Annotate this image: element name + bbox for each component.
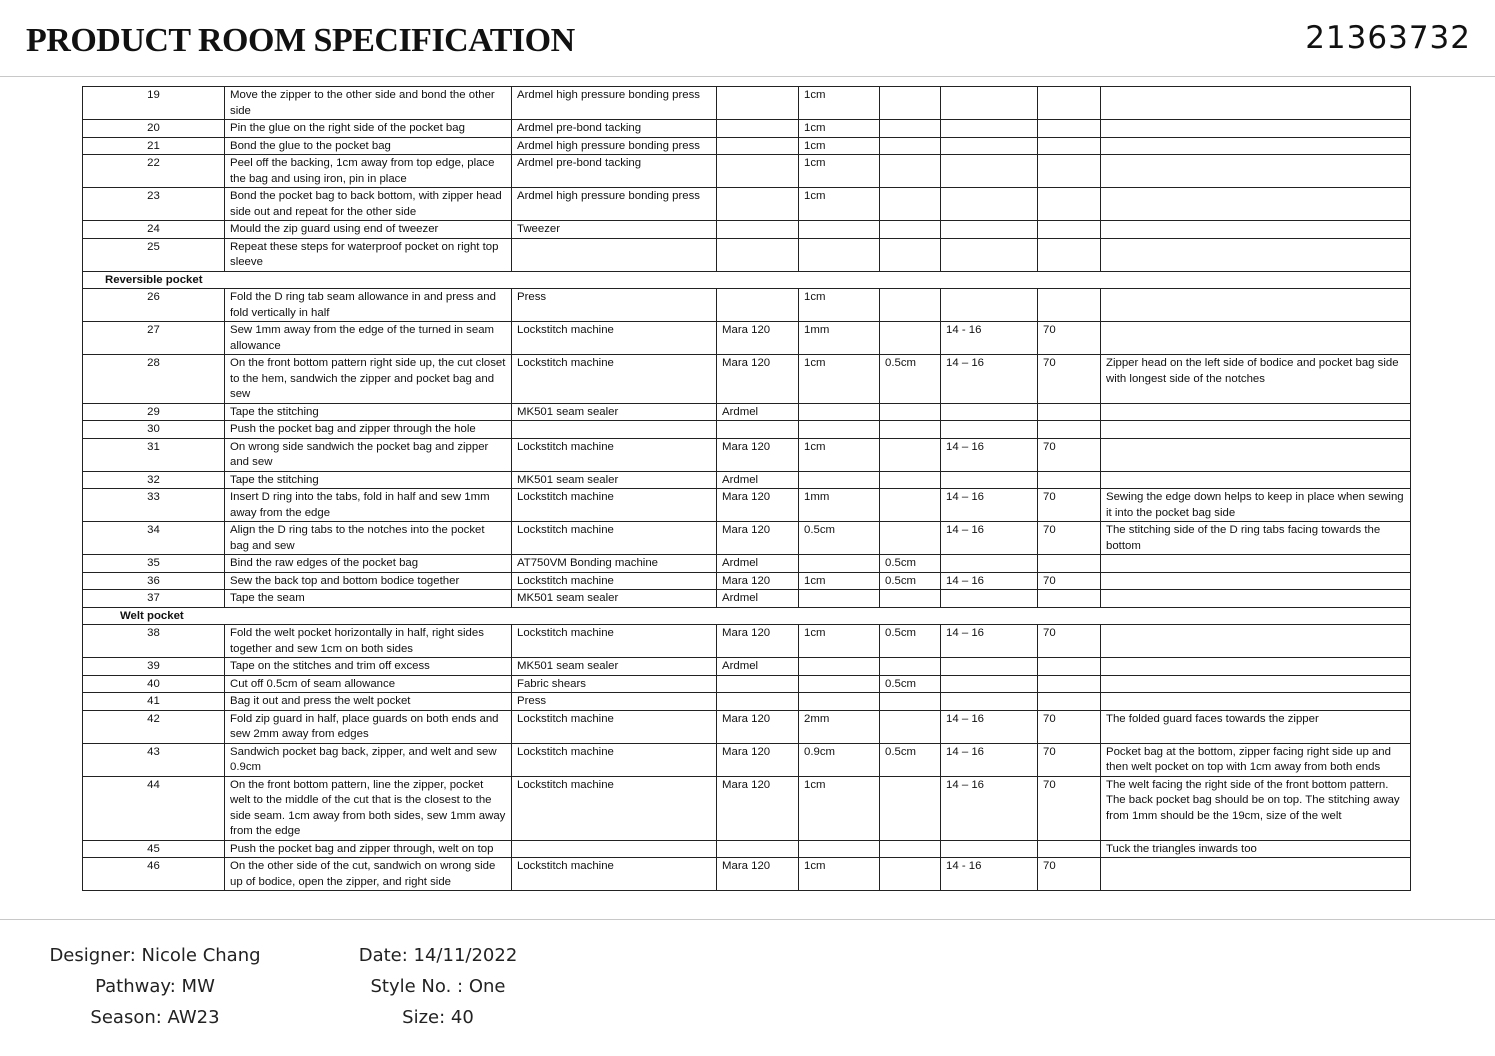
needle-size-cell: 14 – 16 <box>941 438 1038 471</box>
spi-cell: 70 <box>1038 710 1101 743</box>
needle-size-cell <box>941 840 1038 858</box>
notes-cell <box>1101 403 1411 421</box>
material-cell: Ardmel <box>717 590 799 608</box>
material-cell: Ardmel <box>717 555 799 573</box>
step-number-cell: 30 <box>83 421 225 439</box>
machine-cell: Ardmel high pressure bonding press <box>512 188 717 221</box>
operation-cell: Tape the seam <box>225 590 512 608</box>
step-number-cell: 23 <box>83 188 225 221</box>
notes-cell <box>1101 120 1411 138</box>
needle-size-cell <box>941 658 1038 676</box>
material-cell: Mara 120 <box>717 355 799 404</box>
table-row <box>83 137 1411 155</box>
operation-cell: On the front bottom pattern right side up, the cut closet to the hem, sandwich the zipper and pocket bag and sew <box>225 355 512 404</box>
section-header-row <box>83 271 1411 289</box>
needle-size-cell: 14 – 16 <box>941 522 1038 555</box>
needle-size-cell <box>941 221 1038 239</box>
spi-cell: 70 <box>1038 438 1101 471</box>
notes-cell <box>1101 555 1411 573</box>
operation-cell: Fold the welt pocket horizontally in half, right sides together and sew 1cm on both sides <box>225 625 512 658</box>
material-cell <box>717 840 799 858</box>
step-number-cell: 40 <box>83 675 225 693</box>
seam-allowance-cell: 1cm <box>799 858 880 891</box>
seam-allowance-cell <box>799 658 880 676</box>
table-row <box>83 289 1411 322</box>
material-cell: Ardmel <box>717 403 799 421</box>
table-row <box>83 421 1411 439</box>
spi-cell <box>1038 555 1101 573</box>
needle-size-cell <box>941 137 1038 155</box>
operation-cell: Bond the pocket bag to back bottom, with zipper head side out and repeat for the other side <box>225 188 512 221</box>
notes-cell <box>1101 693 1411 711</box>
table-row <box>83 590 1411 608</box>
binding-cell: 0.5cm <box>880 675 941 693</box>
spi-cell <box>1038 155 1101 188</box>
material-cell <box>717 155 799 188</box>
seam-allowance-cell <box>799 590 880 608</box>
seam-allowance-cell: 0.9cm <box>799 743 880 776</box>
binding-cell <box>880 590 941 608</box>
step-number-cell: 39 <box>83 658 225 676</box>
machine-cell: Lockstitch machine <box>512 522 717 555</box>
step-number-cell: 44 <box>83 776 225 840</box>
spi-cell <box>1038 471 1101 489</box>
seam-allowance-cell: 1cm <box>799 289 880 322</box>
seam-allowance-cell: 1mm <box>799 322 880 355</box>
binding-cell <box>880 120 941 138</box>
needle-size-cell: 14 – 16 <box>941 489 1038 522</box>
spi-cell: 70 <box>1038 522 1101 555</box>
pathway: Pathway: MW <box>95 976 215 997</box>
machine-cell: Lockstitch machine <box>512 489 717 522</box>
operation-cell: Align the D ring tabs to the notches into the pocket bag and sew <box>225 522 512 555</box>
notes-cell <box>1101 188 1411 221</box>
operation-cell: Push the pocket bag and zipper through, welt on top <box>225 840 512 858</box>
operation-cell: Insert D ring into the tabs, fold in half and sew 1mm away from the edge <box>225 489 512 522</box>
page-title: PRODUCT ROOM SPECIFICATION <box>26 22 575 59</box>
binding-cell: 0.5cm <box>880 355 941 404</box>
binding-cell <box>880 221 941 239</box>
machine-cell: Lockstitch machine <box>512 858 717 891</box>
needle-size-cell: 14 - 16 <box>941 858 1038 891</box>
step-number-cell: 29 <box>83 403 225 421</box>
material-cell <box>717 675 799 693</box>
machine-cell: Lockstitch machine <box>512 438 717 471</box>
spi-cell: 70 <box>1038 776 1101 840</box>
spi-cell <box>1038 238 1101 271</box>
binding-cell <box>880 137 941 155</box>
needle-size-cell <box>941 403 1038 421</box>
seam-allowance-cell: 1cm <box>799 188 880 221</box>
step-number-cell: 24 <box>83 221 225 239</box>
machine-cell <box>512 421 717 439</box>
step-number-cell: 45 <box>83 840 225 858</box>
table-row <box>83 322 1411 355</box>
machine-cell: Lockstitch machine <box>512 776 717 840</box>
step-number-cell: 26 <box>83 289 225 322</box>
machine-cell: MK501 seam sealer <box>512 403 717 421</box>
machine-cell: Press <box>512 693 717 711</box>
binding-cell: 0.5cm <box>880 625 941 658</box>
operation-cell: Move the zipper to the other side and bond the other side <box>225 87 512 120</box>
table-row <box>83 403 1411 421</box>
seam-allowance-cell <box>799 675 880 693</box>
table-row <box>83 658 1411 676</box>
binding-cell <box>880 858 941 891</box>
spi-cell <box>1038 221 1101 239</box>
seam-allowance-cell: 2mm <box>799 710 880 743</box>
footer-divider <box>0 919 1495 920</box>
binding-cell <box>880 658 941 676</box>
spi-cell <box>1038 840 1101 858</box>
operation-cell: Fold the D ring tab seam allowance in and press and fold vertically in half <box>225 289 512 322</box>
notes-cell: The folded guard faces towards the zipper <box>1101 710 1411 743</box>
material-cell <box>717 289 799 322</box>
spec-table <box>82 86 1411 891</box>
seam-allowance-cell: 1mm <box>799 489 880 522</box>
binding-cell <box>880 188 941 221</box>
table-row <box>83 743 1411 776</box>
designer-name: Designer: Nicole Chang <box>49 945 261 966</box>
notes-cell <box>1101 289 1411 322</box>
machine-cell: Lockstitch machine <box>512 355 717 404</box>
step-number-cell: 37 <box>83 590 225 608</box>
spi-cell <box>1038 590 1101 608</box>
operation-cell: Tape the stitching <box>225 471 512 489</box>
spi-cell <box>1038 137 1101 155</box>
seam-allowance-cell <box>799 403 880 421</box>
table-row <box>83 522 1411 555</box>
notes-cell: The stitching side of the D ring tabs facing towards the bottom <box>1101 522 1411 555</box>
spi-cell <box>1038 120 1101 138</box>
table-row <box>83 188 1411 221</box>
needle-size-cell <box>941 693 1038 711</box>
step-number-cell: 19 <box>83 87 225 120</box>
table-row <box>83 87 1411 120</box>
material-cell <box>717 221 799 239</box>
binding-cell <box>880 522 941 555</box>
seam-allowance-cell: 0.5cm <box>799 522 880 555</box>
notes-cell <box>1101 572 1411 590</box>
notes-cell <box>1101 421 1411 439</box>
operation-cell: On the other side of the cut, sandwich on wrong side up of bodice, open the zipper, and right side <box>225 858 512 891</box>
material-cell: Mara 120 <box>717 522 799 555</box>
machine-cell: MK501 seam sealer <box>512 471 717 489</box>
table-row <box>83 238 1411 271</box>
season: Season: AW23 <box>90 1007 220 1028</box>
spec-table-body <box>83 87 1411 891</box>
material-cell: Ardmel <box>717 471 799 489</box>
needle-size-cell: 14 – 16 <box>941 572 1038 590</box>
seam-allowance-cell: 1cm <box>799 120 880 138</box>
notes-cell: Pocket bag at the bottom, zipper facing right side up and then welt pocket on top with 1cm away from both ends <box>1101 743 1411 776</box>
notes-cell <box>1101 858 1411 891</box>
operation-cell: Tape on the stitches and trim off excess <box>225 658 512 676</box>
binding-cell <box>880 87 941 120</box>
notes-cell <box>1101 238 1411 271</box>
needle-size-cell <box>941 238 1038 271</box>
binding-cell: 0.5cm <box>880 555 941 573</box>
notes-cell: Tuck the triangles inwards too <box>1101 840 1411 858</box>
binding-cell <box>880 403 941 421</box>
date: Date: 14/11/2022 <box>358 945 518 966</box>
needle-size-cell: 14 - 16 <box>941 322 1038 355</box>
binding-cell <box>880 438 941 471</box>
machine-cell: Lockstitch machine <box>512 572 717 590</box>
needle-size-cell <box>941 87 1038 120</box>
spi-cell: 70 <box>1038 489 1101 522</box>
needle-size-cell: 14 – 16 <box>941 776 1038 840</box>
needle-size-cell <box>941 675 1038 693</box>
step-number-cell: 43 <box>83 743 225 776</box>
notes-cell <box>1101 658 1411 676</box>
binding-cell <box>880 155 941 188</box>
machine-cell: Lockstitch machine <box>512 710 717 743</box>
step-number-cell: 42 <box>83 710 225 743</box>
machine-cell <box>512 238 717 271</box>
operation-cell: Bag it out and press the welt pocket <box>225 693 512 711</box>
spi-cell: 70 <box>1038 743 1101 776</box>
machine-cell: Lockstitch machine <box>512 625 717 658</box>
binding-cell <box>880 322 941 355</box>
step-number-cell: 27 <box>83 322 225 355</box>
seam-allowance-cell <box>799 421 880 439</box>
machine-cell: MK501 seam sealer <box>512 590 717 608</box>
step-number-cell: 28 <box>83 355 225 404</box>
notes-cell: The welt facing the right side of the front bottom pattern. The back pocket bag should be on top. The stitching away from 1mm should be the 19cm, size of the welt <box>1101 776 1411 840</box>
footer-style-block <box>322 940 554 1033</box>
seam-allowance-cell: 1cm <box>799 625 880 658</box>
operation-cell: Push the pocket bag and zipper through the hole <box>225 421 512 439</box>
section-title: Reversible pocket <box>83 271 1411 289</box>
operation-cell: On wrong side sandwich the pocket bag and zipper and sew <box>225 438 512 471</box>
needle-size-cell: 14 – 16 <box>941 710 1038 743</box>
needle-size-cell <box>941 188 1038 221</box>
binding-cell <box>880 693 941 711</box>
machine-cell: Ardmel pre-bond tacking <box>512 120 717 138</box>
binding-cell <box>880 471 941 489</box>
spi-cell <box>1038 658 1101 676</box>
material-cell <box>717 421 799 439</box>
seam-allowance-cell <box>799 555 880 573</box>
seam-allowance-cell: 1cm <box>799 572 880 590</box>
step-number-cell: 32 <box>83 471 225 489</box>
notes-cell <box>1101 137 1411 155</box>
operation-cell: Tape the stitching <box>225 403 512 421</box>
machine-cell: Ardmel pre-bond tacking <box>512 155 717 188</box>
step-number-cell: 31 <box>83 438 225 471</box>
operation-cell: Peel off the backing, 1cm away from top edge, place the bag and using iron, pin in place <box>225 155 512 188</box>
notes-cell: Zipper head on the left side of bodice and pocket bag side with longest side of the notches <box>1101 355 1411 404</box>
table-row <box>83 438 1411 471</box>
machine-cell: MK501 seam sealer <box>512 658 717 676</box>
material-cell: Mara 120 <box>717 438 799 471</box>
section-title: Welt pocket <box>83 607 1411 625</box>
operation-cell: Pin the glue on the right side of the pocket bag <box>225 120 512 138</box>
footer-designer-block <box>20 940 290 1033</box>
seam-allowance-cell <box>799 238 880 271</box>
needle-size-cell <box>941 120 1038 138</box>
operation-cell: Cut off 0.5cm of seam allowance <box>225 675 512 693</box>
needle-size-cell <box>941 590 1038 608</box>
seam-allowance-cell <box>799 221 880 239</box>
seam-allowance-cell <box>799 840 880 858</box>
material-cell: Mara 120 <box>717 776 799 840</box>
binding-cell <box>880 289 941 322</box>
spi-cell <box>1038 87 1101 120</box>
notes-cell <box>1101 625 1411 658</box>
table-row <box>83 675 1411 693</box>
machine-cell: Fabric shears <box>512 675 717 693</box>
seam-allowance-cell: 1cm <box>799 137 880 155</box>
material-cell <box>717 238 799 271</box>
operation-cell: Repeat these steps for waterproof pocket on right top sleeve <box>225 238 512 271</box>
table-row <box>83 625 1411 658</box>
spi-cell <box>1038 421 1101 439</box>
spi-cell: 70 <box>1038 625 1101 658</box>
spi-cell: 70 <box>1038 572 1101 590</box>
table-row <box>83 555 1411 573</box>
table-row <box>83 840 1411 858</box>
binding-cell <box>880 421 941 439</box>
needle-size-cell <box>941 421 1038 439</box>
size: Size: 40 <box>402 1007 474 1028</box>
needle-size-cell <box>941 289 1038 322</box>
operation-cell: Fold zip guard in half, place guards on both ends and sew 2mm away from edges <box>225 710 512 743</box>
notes-cell <box>1101 675 1411 693</box>
operation-cell: Sew the back top and bottom bodice together <box>225 572 512 590</box>
material-cell: Mara 120 <box>717 322 799 355</box>
notes-cell <box>1101 322 1411 355</box>
seam-allowance-cell: 1cm <box>799 776 880 840</box>
header-divider <box>0 76 1495 77</box>
table-row <box>83 776 1411 840</box>
material-cell: Mara 120 <box>717 858 799 891</box>
spi-cell <box>1038 675 1101 693</box>
step-number-cell: 46 <box>83 858 225 891</box>
document-number: 21363732 <box>1305 20 1471 56</box>
notes-cell <box>1101 471 1411 489</box>
table-row <box>83 710 1411 743</box>
notes-cell <box>1101 87 1411 120</box>
notes-cell <box>1101 221 1411 239</box>
spi-cell: 70 <box>1038 322 1101 355</box>
table-row <box>83 155 1411 188</box>
machine-cell <box>512 840 717 858</box>
needle-size-cell <box>941 155 1038 188</box>
binding-cell: 0.5cm <box>880 743 941 776</box>
needle-size-cell <box>941 471 1038 489</box>
material-cell <box>717 87 799 120</box>
operation-cell: Sandwich pocket bag back, zipper, and welt and sew 0.9cm <box>225 743 512 776</box>
seam-allowance-cell <box>799 693 880 711</box>
material-cell <box>717 137 799 155</box>
material-cell <box>717 693 799 711</box>
table-row <box>83 221 1411 239</box>
machine-cell: Ardmel high pressure bonding press <box>512 137 717 155</box>
step-number-cell: 36 <box>83 572 225 590</box>
step-number-cell: 33 <box>83 489 225 522</box>
table-row <box>83 572 1411 590</box>
operation-cell: Sew 1mm away from the edge of the turned in seam allowance <box>225 322 512 355</box>
step-number-cell: 35 <box>83 555 225 573</box>
table-row <box>83 693 1411 711</box>
seam-allowance-cell: 1cm <box>799 155 880 188</box>
machine-cell: Lockstitch machine <box>512 322 717 355</box>
binding-cell <box>880 840 941 858</box>
operation-cell: Bind the raw edges of the pocket bag <box>225 555 512 573</box>
operation-cell: Bond the glue to the pocket bag <box>225 137 512 155</box>
material-cell <box>717 120 799 138</box>
step-number-cell: 41 <box>83 693 225 711</box>
section-header-row <box>83 607 1411 625</box>
needle-size-cell: 14 – 16 <box>941 625 1038 658</box>
machine-cell: Ardmel high pressure bonding press <box>512 87 717 120</box>
operation-cell: Mould the zip guard using end of tweezer <box>225 221 512 239</box>
material-cell <box>717 188 799 221</box>
needle-size-cell <box>941 555 1038 573</box>
table-row <box>83 120 1411 138</box>
seam-allowance-cell: 1cm <box>799 438 880 471</box>
machine-cell: Tweezer <box>512 221 717 239</box>
needle-size-cell: 14 – 16 <box>941 355 1038 404</box>
spi-cell: 70 <box>1038 858 1101 891</box>
step-number-cell: 20 <box>83 120 225 138</box>
spi-cell: 70 <box>1038 355 1101 404</box>
notes-cell <box>1101 155 1411 188</box>
material-cell: Mara 120 <box>717 710 799 743</box>
table-row <box>83 471 1411 489</box>
spi-cell <box>1038 188 1101 221</box>
table-row <box>83 355 1411 404</box>
notes-cell <box>1101 438 1411 471</box>
material-cell: Mara 120 <box>717 743 799 776</box>
seam-allowance-cell: 1cm <box>799 355 880 404</box>
binding-cell <box>880 238 941 271</box>
spi-cell <box>1038 403 1101 421</box>
needle-size-cell: 14 – 16 <box>941 743 1038 776</box>
seam-allowance-cell: 1cm <box>799 87 880 120</box>
material-cell: Mara 120 <box>717 625 799 658</box>
seam-allowance-cell <box>799 471 880 489</box>
material-cell: Ardmel <box>717 658 799 676</box>
notes-cell <box>1101 590 1411 608</box>
step-number-cell: 34 <box>83 522 225 555</box>
spi-cell <box>1038 289 1101 322</box>
machine-cell: Lockstitch machine <box>512 743 717 776</box>
machine-cell: AT750VM Bonding machine <box>512 555 717 573</box>
table-row <box>83 858 1411 891</box>
material-cell: Mara 120 <box>717 489 799 522</box>
binding-cell <box>880 776 941 840</box>
material-cell: Mara 120 <box>717 572 799 590</box>
step-number-cell: 25 <box>83 238 225 271</box>
notes-cell: Sewing the edge down helps to keep in place when sewing it into the pocket bag side <box>1101 489 1411 522</box>
binding-cell <box>880 489 941 522</box>
binding-cell <box>880 710 941 743</box>
binding-cell: 0.5cm <box>880 572 941 590</box>
step-number-cell: 38 <box>83 625 225 658</box>
style-number: Style No. : One <box>370 976 506 997</box>
step-number-cell: 21 <box>83 137 225 155</box>
step-number-cell: 22 <box>83 155 225 188</box>
machine-cell: Press <box>512 289 717 322</box>
operation-cell: On the front bottom pattern, line the zipper, pocket welt to the middle of the cut that is the closest to the side seam. 1cm away from both sides, sew 1mm away from the edge <box>225 776 512 840</box>
table-row <box>83 489 1411 522</box>
spi-cell <box>1038 693 1101 711</box>
